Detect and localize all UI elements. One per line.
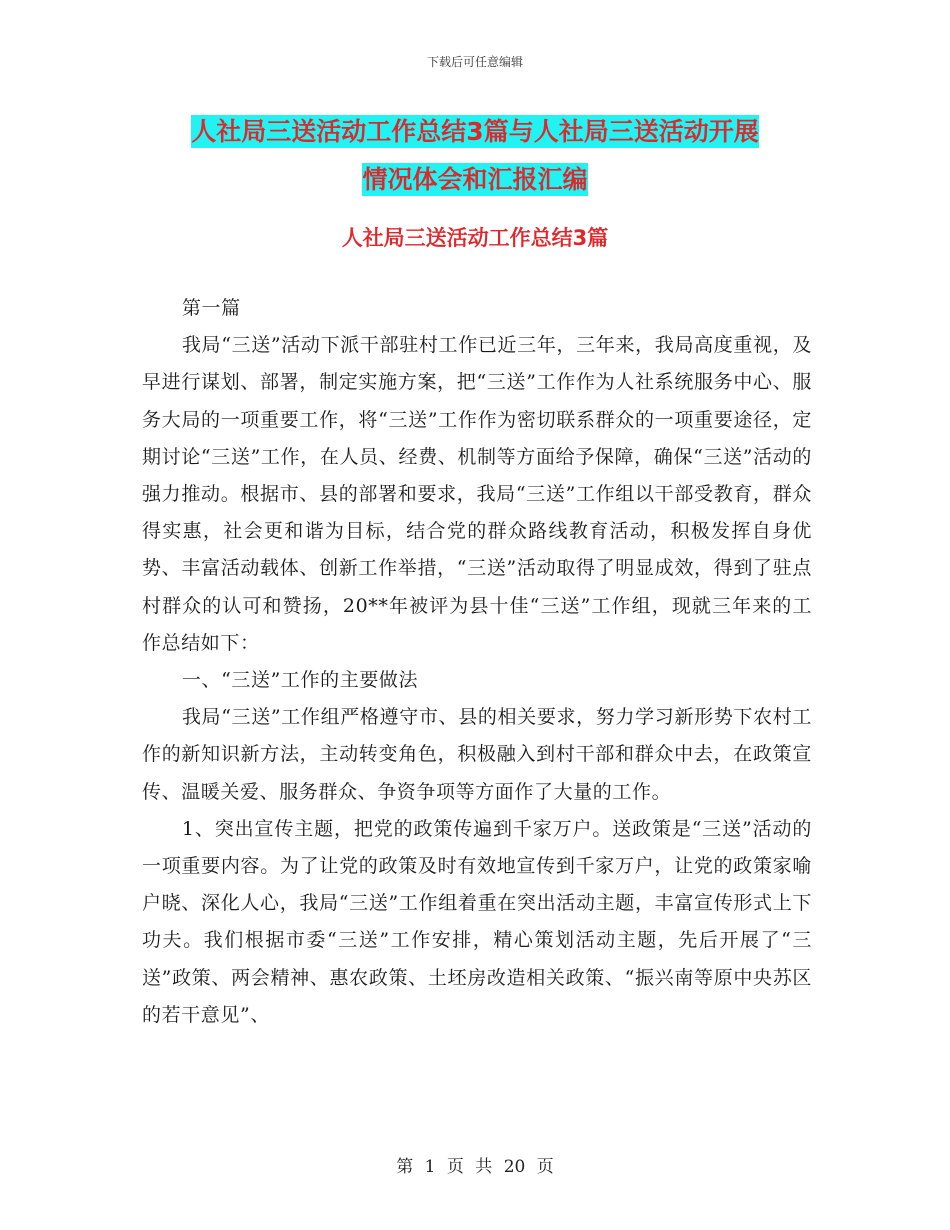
document-title-line-2: 情况体会和汇报汇编 (362, 165, 588, 194)
paragraph-intro: 我局“三送”活动下派干部驻村工作已近三年，三年来，我局高度重视，及早进行谋划、部署，制定实施方案，把“三送”工作作为人社系统服务中心、服务大局的一项重要工作，将“三送”工作作为密切联系群众的一项重要途径，定期讨论“三送”工作，在人员、经费、机制等方面给予保障，确保“三送”活动的强力推动。根据市、县的部署和要求，我局“三送”工作组以干部受教育，群众得实惠，社会更和谐为目标，结合党的群众路线教育活动，积极发挥自身优势、丰富活动载体、创新工作举措，“三送”活动取得了明显成效，得到了驻点村群众的认可和赞扬，20**年被评为县十佳“三送”工作组，现就三年来的工作总结如下： (142, 334, 812, 654)
section-title: 人社局三送活动工作总结3篇 (341, 226, 609, 250)
paragraph-practices-summary: 我局“三送”工作组严格遵守市、县的相关要求，努力学习新形势下农村工作的新知识新方法，主动转变角色，积极融入到村干部和群众中去，在政策宣传、温暖关爱、服务群众、争资争项等方面作了大量的工作。 (142, 706, 812, 803)
body-text (142, 290, 812, 1034)
document-title (140, 108, 810, 204)
document-title-line-1: 人社局三送活动工作总结3篇与人社局三送活动开展 (191, 117, 759, 146)
header-note: 下载后可任意编辑 (426, 55, 523, 69)
paragraph-item-1: 1、突出宣传主题，把党的政策传遍到千家万户。送政策是“三送”活动的一项重要内容。为了让党的政策及时有效地宣传到千家万户，让党的政策家喻户晓、深化人心，我局“三送”工作组着重在突出活动主题，丰富宣传形式上下功夫。我们根据市委“三送”工作安排，精心策划活动主题，先后开展了“三送”政策、两会精神、惠农政策、土坯房改造相关政策、“振兴南等原中央苏区的若干意见”、 (142, 817, 812, 1026)
page-number-footer: 第 1 页 共 20 页 (396, 1157, 554, 1177)
paragraph-heading-main-practices: 一、“三送”工作的主要做法 (181, 669, 419, 692)
paragraph-part-heading: 第一篇 (181, 297, 241, 319)
